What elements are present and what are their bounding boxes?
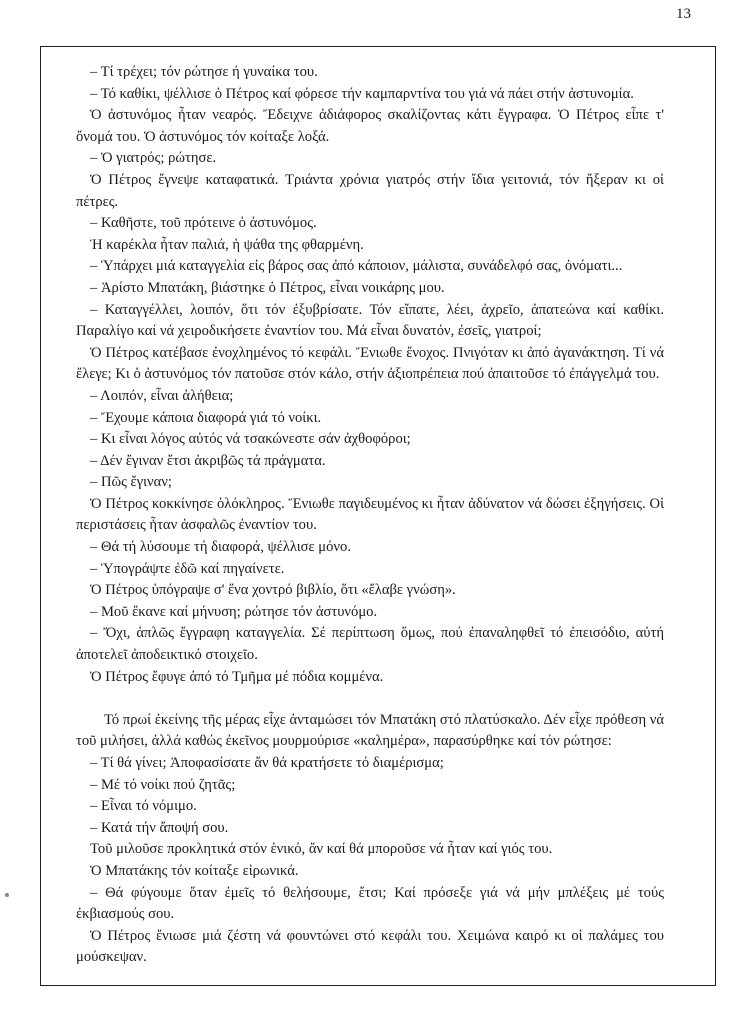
paragraph: Ἡ καρέκλα ἦταν παλιά, ἡ ψάθα της φθαρμένη. <box>90 236 364 253</box>
paragraph: – Δέν ἔγιναν ἔτσι ἀκριβῶς τά πράγματα. <box>90 452 326 469</box>
paragraph: – Ἀρίστο Μπατάκη, βιάστηκε ὁ Πέτρος, εἶναι νοικάρης μου. <box>90 279 445 296</box>
paragraph: – Μέ τό νοίκι πού ζητᾶς; <box>90 776 236 793</box>
paragraph: – Ὁ γιατρός; ρώτησε. <box>90 150 217 167</box>
scan-speck <box>5 893 9 897</box>
paragraph: Ὁ Πέτρος ὑπόγραψε σ' ἕνα χοντρό βιβλίο, ὅτι «ἔλαβε γνώση». <box>90 582 456 599</box>
paragraph: Ὁ Πέτρος ἔφυγε ἀπό τό Τμῆμα μέ πόδια κομμένα. <box>90 668 384 685</box>
paragraph: – Λοιπόν, εἶναι ἀλήθεια; <box>90 387 234 404</box>
paragraph: – Κατά τήν ἄποψή σου. <box>90 819 229 836</box>
paragraph: – Θά τή λύσουμε τή διαφορά, ψέλλισε μόνο. <box>90 539 351 556</box>
paragraph: – Καταγγέλλει, λοιπόν, ὅτι τόν ἐξυβρίσατε. Τόν εἴπατε, λέει, ἀχρεῖο, ἀπατεώνα καί καθίκι. Παραλίγο καί νά χειροδικήσετε ἐναντίον του. Μά εἶναι δυνατόν, ἐσεῖς, γιατροί; <box>76 301 664 340</box>
paragraph: Ὁ Μπατάκης τόν κοίταξε εἰρωνικά. <box>90 862 299 879</box>
paragraph: – Καθῆστε, τοῦ πρότεινε ὁ ἀστυνόμος. <box>90 215 317 232</box>
paragraph: – Τί τρέχει; τόν ρώτησε ή γυναίκα του. <box>90 64 318 80</box>
paragraph: Τό πρωί ἐκείνης τῆς μέρας εἶχε ἀνταμώσει τόν Μπατάκη στό πλατύσκαλο. Δέν εἶχε πρόθεση νά τοῦ μιλήσει, ἀλλά καθώς ἐκεῖνος μουρμούρισε «καλημέρα», παρασύρθηκε καί τόν ρώτησε: <box>76 711 664 750</box>
paragraph: – Ἔχουμε κάποια διαφορά γιά τό νοίκι. <box>90 409 322 426</box>
paragraph: Ὁ ἀστυνόμος ἦταν νεαρός. Ἔδειχνε ἀδιάφορος σκαλίζοντας κάτι ἔγγραφα. Ὁ Πέτρος εἶπε τ' ὄνομά του. Ὁ ἀστυνόμος τόν κοίταξε λοξά. <box>76 107 664 145</box>
paragraph: – Τί θά γίνει; Ἀποφασίσατε ἄν θά κρατήσετε τό διαμέρισμα; <box>90 755 444 771</box>
story-text <box>76 62 664 969</box>
paragraph: – Ὑπάρχει μιά καταγγελία εἰς βάρος σας ἀπό κάποιον, μάλιστα, συνάδελφό σας, ὀνόματι... <box>90 258 623 275</box>
paragraph: – Τό καθίκι, ψέλλισε ὁ Πέτρος καί φόρεσε τήν καμπαρντίνα του γιά νά πάει στήν ἀστυνομία. <box>90 85 634 102</box>
paragraph: – Μοῦ ἔκανε καί μήνυση; ρώτησε τόν ἀστυνόμο. <box>90 603 378 620</box>
paragraph: Τοῦ μιλοῦσε προκλητικά στόν ἑνικό, ἄν καί θά μποροῦσε νά ἦταν καί γιός του. <box>90 841 553 858</box>
paragraph: – Θά φύγουμε ὅταν ἐμεῖς τό θελήσουμε, ἔτσι; Καί πρόσεξε γιά νά μήν μπλέξεις μέ τούς ἐκβιασμούς σου. <box>76 884 664 923</box>
paragraph: – Ὑπογράψτε ἐδῶ καί πηγαίνετε. <box>90 560 285 577</box>
paragraph: – Ὄχι, ἁπλῶς ἔγγραφη καταγγελία. Σέ περίπτωση ὅμως, πού ἐπαναληφθεῖ τό ἐπεισόδιο, αὐτή ἀποτελεῖ ἀποδεικτικό στοιχεῖο. <box>76 625 664 664</box>
paragraph: Ὁ Πέτρος κοκκίνησε ὁλόκληρος. Ἔνιωθε παγιδευμένος κι ἦταν ἀδύνατον νά δώσει ἐξηγήσεις. Οἱ περιστάσεις ἦταν ἀσφαλῶς ἐναντίον του. <box>76 495 664 534</box>
paragraph: Ὁ Πέτρος ἔγνεψε καταφατικά. Τριάντα χρόνια γιατρός στήν ἴδια γειτονιά, τόν ἤξεραν κι οἱ πέτρες. <box>76 171 664 210</box>
page-number: 13 <box>676 6 691 22</box>
paragraph: Ὁ Πέτρος κατέβασε ἐνοχλημένος τό κεφάλι. Ἔνιωθε ἔνοχος. Πνιγόταν κι ἀπό ἀγανάκτηση. Τί νά ἔλεγε; Κι ὁ ἀστυνόμος τόν πατοῦσε στόν κάλο, στήν ἀξιοπρέπεια πού ἀπαιτοῦσε τό ἐπάγγελμά του. <box>76 344 664 383</box>
paragraph: – Πῶς ἔγιναν; <box>90 474 172 491</box>
paragraph: – Κι εἶναι λόγος αὐτός νά τσακώνεστε σάν ἀχθοφόροι; <box>90 431 411 448</box>
paragraph: Ὁ Πέτρος ἔνιωσε μιά ζέστη νά φουντώνει στό κεφάλι του. Χειμώνα καιρό κι οἱ παλάμες του μούσκεψαν. <box>76 927 664 966</box>
paragraph: – Εἶναι τό νόμιμο. <box>90 798 197 815</box>
